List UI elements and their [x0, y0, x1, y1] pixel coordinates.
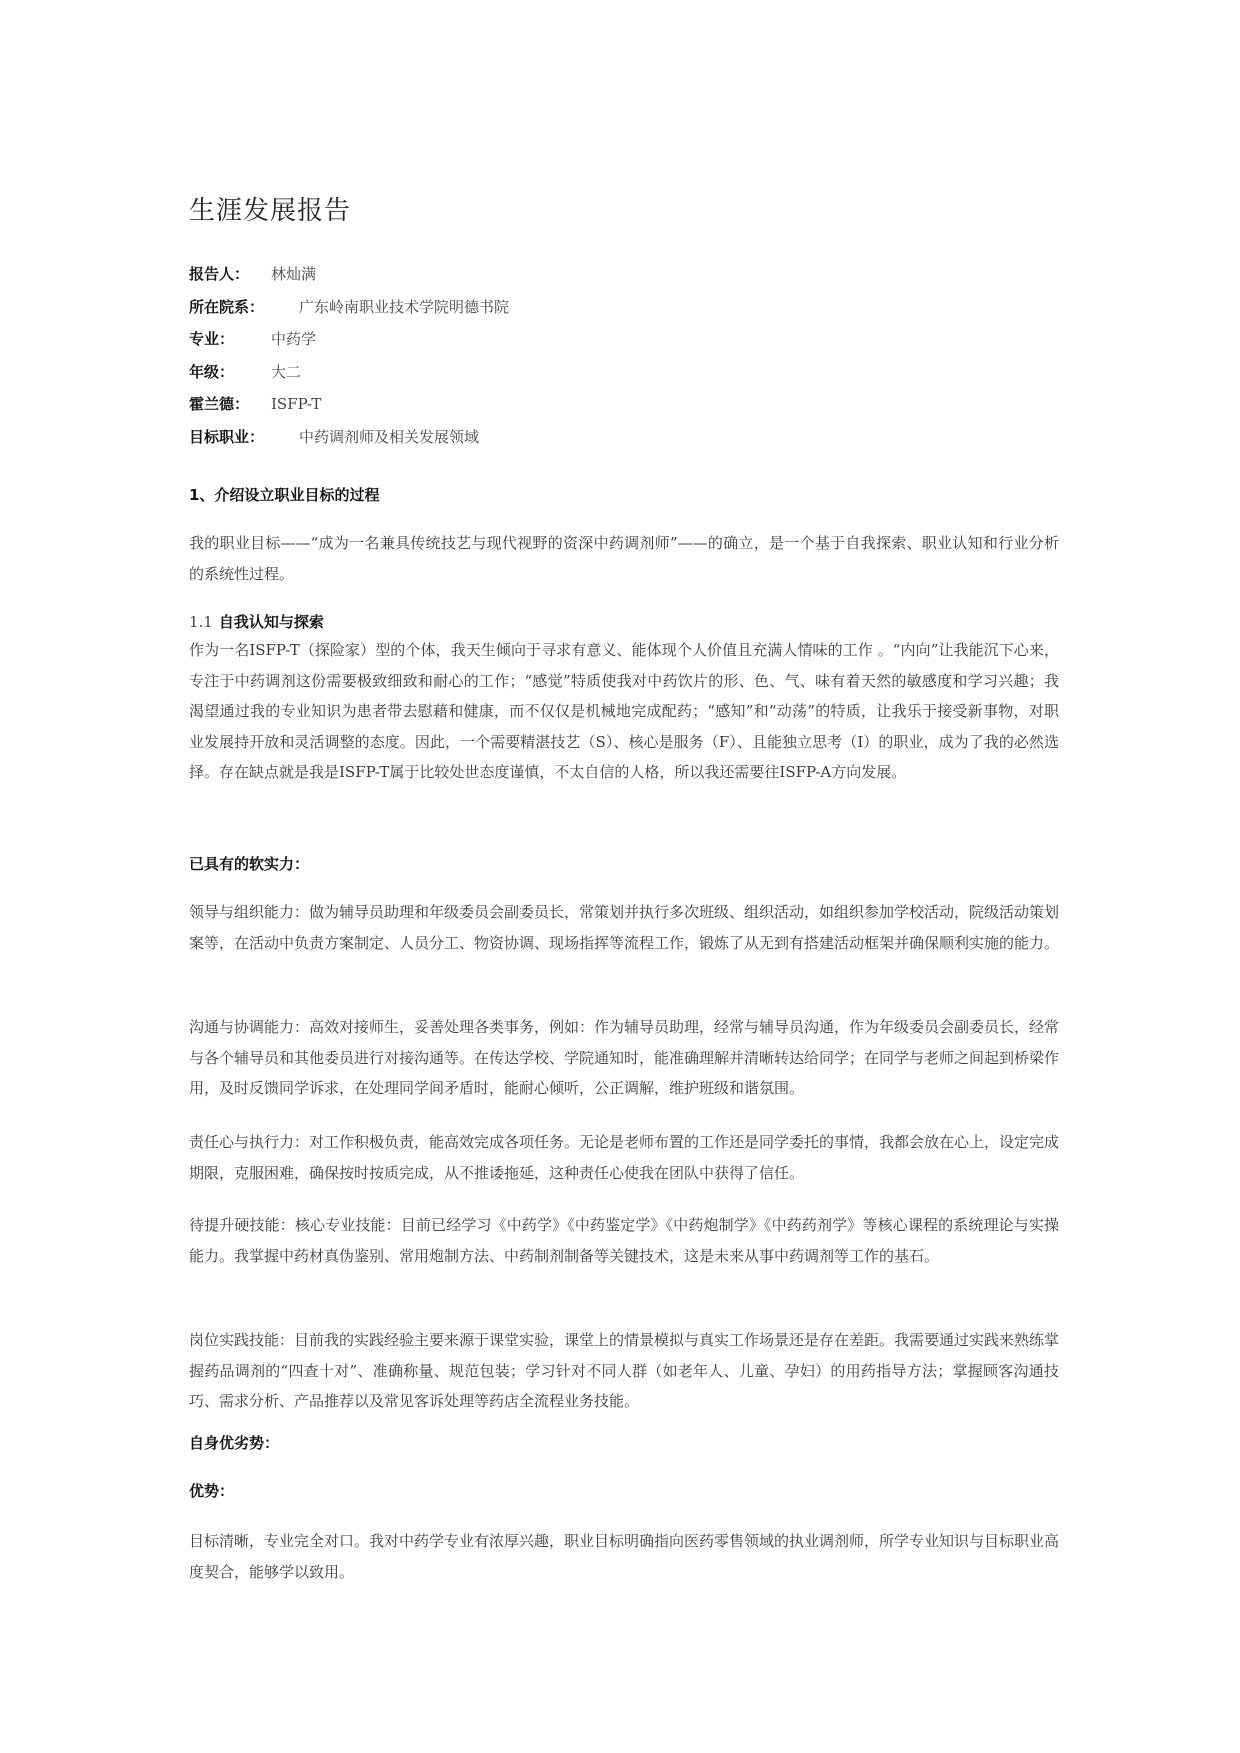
- meta-holland: [189, 388, 1059, 421]
- meta-grade: [189, 356, 1059, 389]
- meta-reporter: [189, 258, 1059, 291]
- subsection-number: 1.1: [189, 613, 213, 631]
- meta-department: [189, 291, 1059, 324]
- meta-value: 中药调剂师及相关发展领域: [299, 427, 480, 446]
- meta-value: 广东岭南职业技术学院明德书院: [299, 297, 510, 316]
- meta-label: 霍兰德：: [189, 395, 250, 414]
- subsection-heading: [189, 610, 1059, 634]
- section-intro: 我的职业目标——“成为一名兼具传统技艺与现代视野的资深中药调剂师”——的确立，是一个基于自我探索、职业认知和行业分析的系统性过程。: [189, 534, 1059, 583]
- meta-value: 大二: [271, 362, 302, 381]
- meta-label: 所在院系：: [189, 297, 265, 316]
- meta-major: [189, 323, 1059, 356]
- soft-skill-paragraph: 岗位实践技能：目前我的实践经验主要来源于课堂实验，课堂上的情景模拟与真实工作场景还是存在差距。我需要通过实践来熟练掌握药品调剂的“四查十对”、准确称量、规范包装；学习针对不同人群（如老年人、儿童、孕妇）的用药指导方法；掌握顾客沟通技巧、需求分析、产品推荐以及常见客诉处理等药店全流程业务技能。: [189, 1331, 1060, 1410]
- meta-value: 中药学: [271, 330, 317, 349]
- page-title: 生涯发展报告: [189, 196, 352, 226]
- soft-skill-paragraph: 待提升硬技能：核心专业技能：目前已经学习《中药学》《中药鉴定学》《中药炮制学》《中药药剂学》等核心课程的系统理论与实操能力。我掌握中药材真伪鉴别、常用炮制方法、中药制剂制备等关键技术，这是未来从事中药调剂等工作的基石。: [189, 1216, 1059, 1265]
- meta-label: 专业：: [189, 330, 235, 349]
- meta-target-career: [189, 421, 1059, 454]
- self-awareness-paragraph: 作为一名ISFP-T（探险家）型的个体，我天生倾向于寻求有意义、能体现个人价值且充满人情味的工作 。“内向”让我能沉下心来，专注于中药调剂这份需要极致细致和耐心的工作；“感觉”特质使我对中药饮片的形、色、气、味有着天然的敏感度和学习兴趣；我渴望通过我的专业知识为患者带去慰藉和健康，而不仅仅是机械地完成配药；“感知”和“动荡”的特质，让我乐于接受新事物，对职业发展持开放和灵活调整的态度。因此，一个需要精湛技艺（S）、核心是服务（F）、且能独立思考（I）的职业，成为了我的必然选择。存在缺点就是我是ISFP-T属于比较处世态度谨慎，不太自信的人格，所以我还需要往ISFP-A方向发展。: [189, 641, 1059, 781]
- section-heading: 1、介绍设立职业目标的过程: [189, 486, 380, 504]
- meta-value: 林灿满: [271, 265, 317, 283]
- meta-value: ISFP-T: [271, 395, 322, 414]
- meta-label: 报告人：: [189, 265, 250, 283]
- subsection-title: 自我认知与探索: [218, 613, 324, 631]
- meta-label: 目标职业：: [189, 427, 265, 446]
- strengths-heading: 自身优劣势：: [189, 1434, 280, 1452]
- soft-skill-paragraph: 领导与组织能力：做为辅导员助理和年级委员会副委员长，常策划并执行多次班级、组织活动，如组织参加学校活动，院级活动策划案等，在活动中负责方案制定、人员分工、物资协调、现场指挥等流程工作，锻炼了从无到有搭建活动框架并确保顺利实施的能力。: [189, 903, 1060, 952]
- soft-skills-heading: 已具有的软实力：: [189, 855, 310, 873]
- meta-label: 年级：: [189, 362, 235, 381]
- soft-skill-paragraph: 责任心与执行力：对工作积极负责，能高效完成各项任务。无论是老师布置的工作还是同学委托的事情，我都会放在心上，设定完成期限，克服困难，确保按时按质完成，从不推诿拖延，这种责任心使我在团队中获得了信任。: [189, 1133, 1060, 1182]
- advantages-paragraph: 目标清晰，专业完全对口。我对中药学专业有浓厚兴趣，职业目标明确指向医药零售领域的执业调剂师，所学专业知识与目标职业高度契合，能够学以致用。: [189, 1532, 1060, 1581]
- advantages-heading: 优势：: [189, 1482, 235, 1500]
- soft-skill-paragraph: 沟通与协调能力：高效对接师生，妥善处理各类事务，例如：作为辅导员助理，经常与辅导员沟通，作为年级委员会副委员长，经常与各个辅导员和其他委员进行对接沟通等。在传达学校、学院通知时，能准确理解并清晰转达给同学；在同学与老师之间起到桥梁作用，及时反馈同学诉求，在处理同学间矛盾时，能耐心倾听，公正调解，维护班级和谐氛围。: [189, 1018, 1060, 1097]
- report-meta: [189, 258, 1059, 454]
